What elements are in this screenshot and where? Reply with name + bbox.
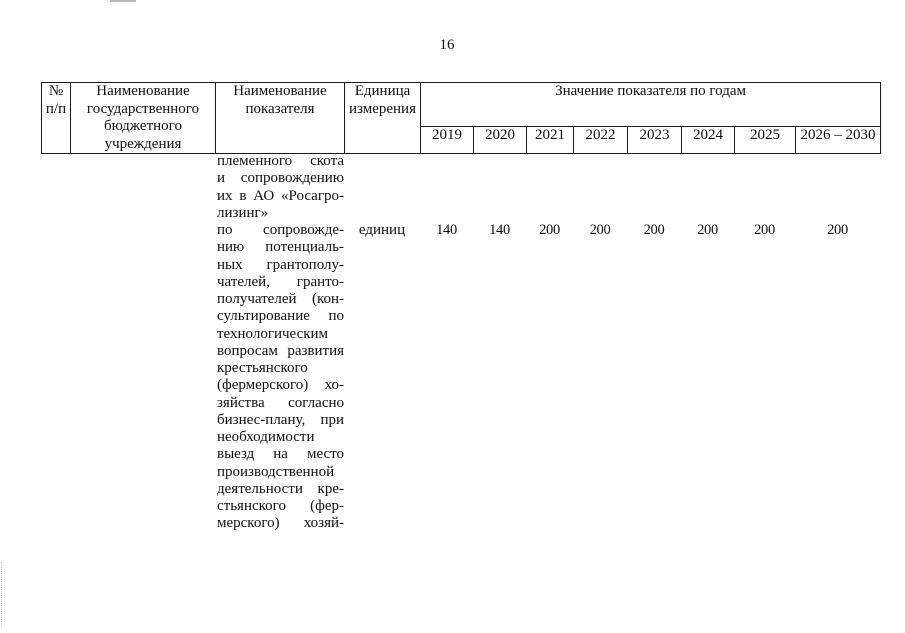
header-indicator-line: Наименование [233, 83, 327, 99]
header-institution-line: государственного [86, 100, 200, 117]
indicator-text-line: необходимости [217, 429, 315, 445]
page-number: 16 [439, 37, 455, 53]
value-2022: 200 [589, 222, 611, 238]
header-year-2023: 2023 [628, 126, 682, 153]
header-unit-line: измерения [348, 100, 416, 117]
indicator-text-line: бизнес-плану, при [217, 411, 344, 428]
indicator-text-line: чателей, гранто- [217, 273, 344, 290]
scan-edge-noise [1, 562, 4, 628]
scan-artifact-line [110, 0, 136, 2]
indicator-text-line: производственной [217, 463, 335, 480]
indicator-text-line: нию потенциаль- [217, 239, 344, 256]
value-2026-2030: 200 [827, 222, 848, 238]
indicator-text-line: зяйства согласно [217, 394, 344, 411]
indicator-description [217, 153, 344, 533]
header-number-line: № [48, 83, 64, 99]
header-number-line: п/п [45, 100, 67, 117]
indicator-text-line: получателей (кон- [217, 291, 344, 307]
header-institution-line: Наименование [96, 83, 190, 99]
header-unit-cell [345, 83, 421, 154]
indicator-text-line: сультирование по [217, 308, 344, 325]
header-year-2021: 2021 [527, 126, 574, 153]
value-2023: 200 [643, 222, 665, 238]
value-2020: 140 [489, 222, 510, 238]
indicator-text-line: мерского) хозяй- [217, 515, 344, 532]
indicator-text-line: и сопровождению [217, 170, 344, 187]
header-institution-cell [71, 83, 216, 154]
indicator-text-line: их в АО «Росагро- [217, 187, 344, 204]
value-2021: 200 [539, 222, 560, 238]
indicator-text-line: по сопровожде- [217, 222, 344, 238]
header-unit-line: Единица [354, 83, 411, 99]
table-row [344, 222, 880, 239]
value-2019: 140 [436, 222, 457, 238]
header-year-2024: 2024 [682, 126, 735, 153]
header-institution-line: бюджетного [104, 118, 182, 134]
header-values-by-year: Значение показателя по годам [421, 83, 881, 127]
indicator-text-line: стьянского (фер- [217, 498, 344, 514]
header-number-cell [42, 83, 71, 154]
indicator-text-line: (фермерского) хо- [217, 377, 344, 394]
header-year-2022: 2022 [574, 126, 628, 153]
header-year-2019: 2019 [421, 126, 474, 153]
header-year-2025: 2025 [735, 126, 796, 153]
indicator-text-line: вопросам развития [217, 342, 344, 359]
header-institution-line: учреждения [104, 135, 182, 152]
table-header [41, 82, 881, 154]
indicator-text-line: лизинг» [217, 204, 269, 221]
indicator-text-line: технологическим [217, 325, 329, 342]
indicator-text-line: ных грантополу- [217, 256, 344, 273]
header-year-2020: 2020 [474, 126, 527, 153]
unit-cell: единиц [358, 222, 406, 238]
indicator-text-line: крестьянского [217, 360, 308, 376]
header-indicator-line: показателя [245, 100, 315, 117]
indicator-text-line: племенного скота [217, 153, 344, 169]
indicator-text-line: деятельности кре- [217, 480, 344, 497]
header-indicator-cell [216, 83, 345, 154]
value-2025: 200 [754, 222, 775, 238]
indicator-text-line: выезд на место [217, 446, 344, 463]
header-year-2026-2030: 2026 – 2030 [796, 126, 881, 153]
value-2024: 200 [697, 222, 718, 238]
